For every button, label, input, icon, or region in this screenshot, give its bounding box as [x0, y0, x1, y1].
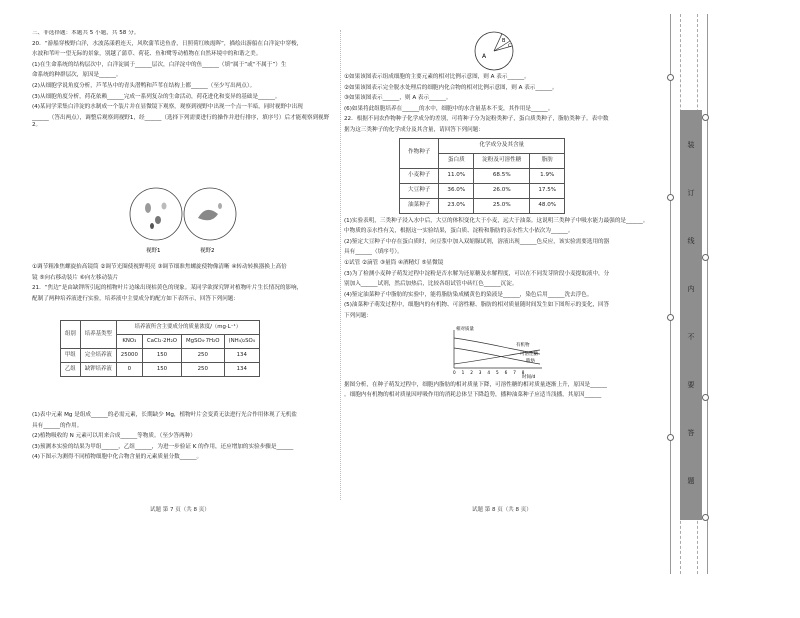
th-sub: 淀粉及可溶性糖 [474, 153, 530, 168]
cell: 134 [224, 349, 259, 363]
q20-line: (3)从细胞角度分析，荷花依赖______完成一系列复杂的生命活动，荷花进化和变异的基础是______。 [32, 93, 281, 100]
binding-hole [667, 434, 674, 441]
th-main: 培养液所含主要成分的质量浓度/（mg·L⁻¹） [116, 321, 259, 335]
cell: 26.0% [474, 183, 530, 198]
th-sub: KNO₃ [116, 335, 142, 349]
right-page [344, 30, 656, 500]
seal-bar [680, 110, 702, 520]
cell: 68.5% [474, 168, 530, 183]
cell: 25000 [116, 349, 142, 363]
cell: 0 [116, 363, 142, 377]
graph-question-line: 据图分析，在种子萌发过程中，细胞内脂肪的相对质量下降，可溶性糖的相对质量逐渐上升，原因是______ [344, 381, 607, 388]
q22-sub-line: 下列问题： [344, 312, 372, 319]
graph-xlabel: 时间/d [522, 374, 536, 380]
q20-line: ______（答出两点），调整后观察到视野1，经______（选择下列需要进行的操作并进行排序，填序号）后才能观察到视野 2。 [32, 114, 330, 129]
pie-label-c: C [508, 44, 512, 49]
q22-line: 22．根据不同农作物种子化学成分的差别，可将种子分为淀粉类种子，蛋白质类种子，脂肪类种子。表中数 [344, 116, 609, 123]
cell: 1.9% [530, 168, 565, 183]
cell: 油菜种子 [400, 198, 439, 213]
q21-after-line: (2)植物吸收的 N 元素可以用来合成______等物质。（至少答两种） [32, 433, 196, 440]
q21-line: 21．“焦边”是由缺钾所引起的植物叶片边缘出现枯黄色的现象。某同学欲探究钾对植物叶片生长情况的影响， [32, 285, 303, 292]
binding-hole [702, 514, 709, 521]
cell: 乙组 [61, 363, 81, 377]
graph-question-line: 。细胞内有机物的相对质量因呼吸作用的消耗总体呈下降趋势，播种油菜种子应适当浅播，其原因______ [344, 392, 602, 399]
series-label: 可溶性糖 [520, 351, 538, 357]
pie-figure [464, 30, 524, 72]
microscope-views-figure [128, 186, 238, 256]
page-divider [340, 30, 341, 500]
pie-question-line: ③如果该图表示______，则 A 表示______。 [344, 95, 452, 102]
cell: 48.0% [530, 198, 565, 213]
pie-label-b: B [502, 38, 506, 44]
x-tick-label: 0 [453, 369, 456, 375]
th-medium: 培养基类型 [80, 321, 116, 349]
cell: 小麦种子 [400, 168, 439, 183]
table-row [61, 363, 260, 377]
cell: 完全培养液 [80, 349, 116, 363]
page-footer-left: 试题 第 7 页（共 8 页） [150, 507, 210, 513]
options-line: ①调节粗准焦螺旋抬高镜筒 ②调节光圈使视野明亮 ③调节细准焦螺旋使物像清晰 ④转动转换器换上高倍 [32, 264, 287, 270]
q20-line: (4)某同学采集白洋淀的水制成一个装片并在显微镜下观察，观察到视野中出现一个点一半暗，同时视野中出现 [32, 104, 303, 111]
cell: 11.0% [439, 168, 474, 183]
binding-hole [667, 74, 674, 81]
cell: 134 [224, 363, 259, 377]
cell: 甲组 [61, 349, 81, 363]
cell: 23.0% [439, 198, 474, 213]
q22-line: 据为这三类种子的化学成分及其含量，请回答下列问题： [344, 126, 484, 133]
table-row [400, 183, 565, 198]
cell: 150 [142, 349, 181, 363]
cell: 17.5% [530, 183, 565, 198]
q22-sub-line: (5)油菜种子萌发过程中，细胞内的有机物、可溶性糖、脂肪的相对质量随时间发生如下图所示的变化，回答 [344, 302, 610, 309]
cell: 大豆种子 [400, 183, 439, 198]
th-sub: 蛋白质 [439, 153, 474, 168]
x-tick-label: 1 [461, 369, 465, 375]
q20-line: 水波和苇叶一望无际的景象，别越了蒲草、荷花、鱼和鹭等动植物在自然环境中的和谐之美。 [32, 51, 262, 58]
th-sub: (NH₄)₂SO₄ [224, 335, 259, 349]
q22-sub-line: 别加入______试剂，然后加热后，比较各组试管中砖红色______沉淀。 [344, 281, 518, 288]
germination-graph [444, 324, 554, 380]
x-tick-label: 4 [487, 369, 491, 375]
cell: 36.0% [439, 183, 474, 198]
q21-line: 配制了两种培养液进行实验，培养液中主要成分的配方如下表所示，回答下列问题： [32, 295, 239, 302]
binding-hole [702, 394, 709, 401]
seal-text: 内 [687, 285, 695, 293]
table-row [400, 198, 565, 213]
seed-table [399, 138, 565, 214]
page-footer-right: 试题 第 8 页（共 8 页） [472, 507, 532, 513]
pie-label-a: A [482, 53, 487, 60]
x-tick-label: 7 [513, 369, 516, 375]
seal-text: 线 [687, 237, 695, 245]
x-tick-label: 2 [470, 369, 473, 375]
seal-text: 答 [687, 429, 695, 437]
q22-sub-line: ①试管 ②滴管 ③量筒 ④酒精灯 ⑤显微镜 [344, 259, 444, 266]
cell: 250 [182, 349, 225, 363]
seal-text: 要 [687, 381, 695, 389]
seal-text: 题 [687, 477, 695, 485]
seal-text: 订 [687, 189, 695, 197]
binding-hole [667, 314, 674, 321]
q21-after-line: (3)预测本实验的结果为甲组______，乙组______，为进一步验证 K 的作用，还应增加的实验步骤是______ [32, 443, 294, 450]
x-tick-label: 5 [496, 369, 499, 375]
series-label: 有机物 [516, 342, 530, 348]
view1-label: 视野1 [146, 248, 161, 254]
pie-question-line: ②如果该图表示完全脱水处理后的细胞内化合物的相对比例示意图，则 A 表示______。 [344, 84, 558, 91]
x-tick-label: 8 [521, 369, 525, 375]
binding-hole [667, 194, 674, 201]
cell: 150 [142, 363, 181, 377]
q22-sub-line: 中物质的亲水性有关，根据这一实验结果，蛋白质、淀粉和脂肪的亲水性大小依次为______。 [344, 228, 574, 235]
options-line: 镜 ⑤向右移动装片 ⑥向左移动装片 [32, 274, 119, 281]
q21-after-line: 具有______的作用。 [32, 422, 83, 429]
binding-hole [702, 114, 709, 121]
q20-line: (1)在生命系统的结构层次中，白洋淀属于______层次，白洋淀中的鱼______（填“属于”或“不属于”）生 [32, 61, 287, 68]
q21-after-line: (4)下图示为测得不同植物细胞中化合物含量的元素质量分数______。 [32, 454, 203, 461]
q20-line: 20．“游船穿梭野白洋，水波荡漾碧连天，风吹蒲苇送鱼香，日照荷红映霞晖”，描绘出游船在白洋淀中穿梭， [32, 40, 303, 47]
th-seed: 作物种子 [400, 138, 439, 168]
seal-text: 不 [687, 333, 695, 341]
q22-sub-line: 具有______（填序号）。 [344, 249, 403, 256]
q20-line: (2)从细胞学说角度分析，芦苇丛中的青头潜鸭和芦苇在结构上都______（至少写出两点）。 [32, 82, 256, 89]
cell: 250 [182, 363, 225, 377]
q22-sub-line: (2)鉴定大豆种子中存在蛋白质时，向豆浆中加入双缩脲试剂，溶液出现______色反应，该实验需要选用的器 [344, 238, 610, 245]
nutrient-table [60, 320, 260, 377]
table-row [61, 349, 260, 363]
th-main: 化学成分及其含量 [439, 138, 565, 153]
series-label: 脂肪 [526, 358, 535, 364]
binding-hole [702, 254, 709, 261]
q21-after-line: (1)表中元素 Mg 是组成______的必需元素，长期缺少 Mg，植物叶片会变黄无法进行光合作用体现了无机盐 [32, 412, 297, 418]
pie-question-line: ①如果该图表示组成细胞的主要元素的相对比例示意图，则 A 表示______。 [344, 74, 530, 80]
graph-ylabel: 相对质量 [456, 326, 474, 332]
seal-text: 装 [687, 141, 695, 149]
x-ticks [453, 370, 525, 375]
th-group: 组别 [61, 321, 81, 349]
q20-line: 命系统的种群层次，原因是______。 [32, 72, 122, 79]
left-page [32, 30, 336, 500]
section-heading: 三、非选择题：本题共 5 小题，共 58 分。 [32, 30, 140, 36]
table-row [400, 168, 565, 183]
th-sub: MgSO₄·7H₂O [182, 335, 225, 349]
th-sub: 脂肪 [530, 153, 565, 168]
q22-sub-line: (4)鉴定油菜种子中脂肪的实验中，能将脂肪染成橘黄色的染液是______，染色后用______洗去浮色。 [344, 291, 593, 298]
cell: 缺钾培养液 [80, 363, 116, 377]
view2-label: 视野2 [200, 248, 215, 254]
pie-question-line: (6)如果将此组胞培养在______的水中，细胞中的水含量基本不变，其作用是______。 [344, 105, 554, 112]
x-tick-label: 6 [504, 369, 508, 375]
q22-sub-line: (1)实验表明，三类种子浸入水中后，大豆的体积变化大于小麦，远大于油菜。这说明三类种子中吸水能力最强的是______。 [344, 217, 649, 224]
x-tick-label: 3 [478, 369, 482, 375]
q22-sub-line: (3)为了检测小麦种子萌发过程中淀粉是否水解为还原糖及水解程度，可以在不同发芽阶段小麦提取液中，分 [344, 270, 610, 277]
cell: 25.0% [474, 198, 530, 213]
th-sub: CaCl₂·2H₂O [142, 335, 181, 349]
